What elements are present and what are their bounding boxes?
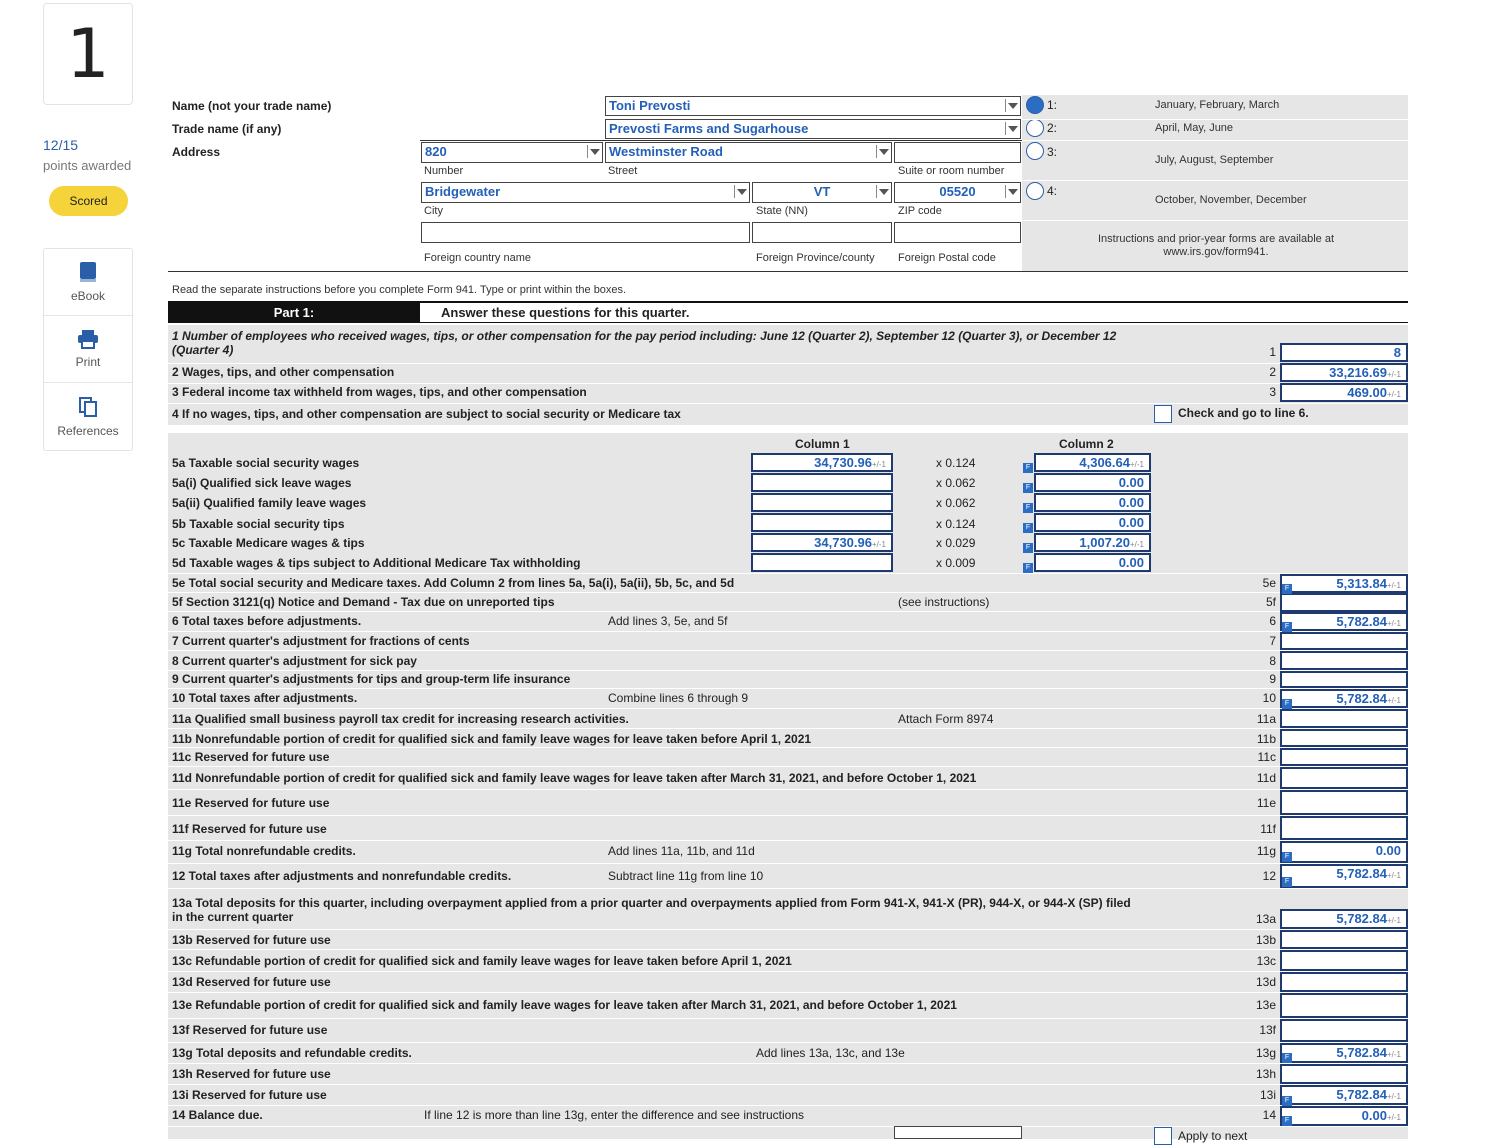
line-5f-label: 5f Section 3121(q) Notice and Demand - Tax due on unreported tips [172, 595, 555, 609]
line-5b-col1-input[interactable] [751, 513, 893, 532]
line-5c-col1-input[interactable]: 34,730.96+/-1 [751, 533, 893, 552]
column-1-header: Column 1 [795, 437, 850, 451]
line-number: 13d [1255, 975, 1276, 989]
line-5a-multiplier: x 0.124 [936, 456, 976, 470]
line-11g-note: Add lines 11a, 11b, and 11d [608, 844, 755, 858]
line-number: 1 [1269, 345, 1276, 359]
city-select[interactable]: Bridgewater [421, 182, 750, 203]
foreign-country-input[interactable] [421, 222, 750, 243]
line-1-label: 1 Number of employees who received wages, tips, or other compensation for the pay period including: June 12 (Quarter 2), September 12 (Quarter 3), or December 12 [172, 329, 1117, 343]
line-13g-label: 13g Total deposits and refundable credits. [172, 1046, 412, 1060]
quarter-1-radio[interactable] [1026, 96, 1044, 114]
line-5b-col2-input[interactable]: 0.00 [1034, 513, 1151, 532]
line-10-label: 10 Total taxes after adjustments. [172, 691, 358, 705]
line-number: 2 [1269, 365, 1276, 379]
line-11a-label: 11a Qualified small business payroll tax credit for increasing research activities. [172, 712, 629, 726]
line-5e-label: 5e Total social security and Medicare taxes. Add Column 2 from lines 5a, 5a(i), 5a(ii), 5b, 5c, and 5d [172, 576, 735, 590]
chevron-down-icon [587, 145, 601, 158]
divider [1022, 180, 1408, 181]
quarter-2-num: 2: [1047, 121, 1058, 135]
chevron-down-icon [876, 185, 890, 198]
line-6-input[interactable]: 5,782.84+/-1 [1280, 612, 1408, 631]
line-5aii-col1-input[interactable] [751, 493, 893, 512]
line-number: 13e [1255, 998, 1276, 1012]
line-13e-label: 13e Refundable portion of credit for qualified sick and family leave wages for leave taken after March 31, 2021, and before October 1, 2021 [172, 998, 957, 1012]
chevron-down-icon [1005, 99, 1019, 112]
line-5a-col1-input[interactable]: 34,730.96+/-1 [751, 453, 893, 472]
trade-name-select[interactable]: Prevosti Farms and Sugarhouse [605, 119, 1021, 139]
chevron-down-icon [1005, 185, 1019, 198]
instructions-url: www.irs.gov/form941. [1163, 246, 1269, 258]
line-5b-multiplier: x 0.124 [936, 517, 976, 531]
part1-label: Part 1: [168, 303, 420, 322]
divider [420, 140, 1022, 141]
line-11g-input[interactable]: 0.00 [1280, 841, 1408, 863]
line-number: 11d [1256, 771, 1276, 785]
line-11a-input[interactable] [1280, 709, 1408, 728]
line-number: 11c [1257, 750, 1276, 764]
foreign-postal-input[interactable] [894, 222, 1021, 243]
formula-icon[interactable]: F [1282, 1116, 1292, 1126]
line-11e-input[interactable] [1280, 790, 1408, 815]
formula-icon[interactable]: F [1282, 1096, 1292, 1106]
line-5d-multiplier: x 0.009 [936, 556, 976, 570]
formula-icon[interactable]: F [1282, 699, 1292, 709]
part1-header [168, 301, 1408, 323]
line-number: 5e [1262, 576, 1276, 590]
line-5ai-multiplier: x 0.062 [936, 476, 976, 490]
line-number: 13b [1255, 933, 1276, 947]
name-label: Name (not your trade name) [172, 99, 332, 113]
line-13i-input[interactable]: 5,782.84+/-1 [1280, 1085, 1408, 1105]
line-11d-label: 11d Nonrefundable portion of credit for qualified sick and family leave wages for leave taken after March 31, 2021, and before October 1, 2021 [172, 771, 977, 785]
score: 12/15 [43, 137, 79, 153]
line-8-input[interactable] [1280, 651, 1408, 670]
line-number: 13h [1255, 1067, 1276, 1081]
foreign-province-input[interactable] [752, 222, 892, 243]
line-1-label-cont: (Quarter 4) [172, 343, 234, 357]
line-11f-input[interactable] [1280, 816, 1408, 840]
line-3-input[interactable]: 469.00+/-1 [1280, 383, 1408, 402]
part1-title: Answer these questions for this quarter. [441, 305, 690, 320]
line-number: 6 [1269, 614, 1276, 628]
line-5e-input[interactable]: 5,313.84+/-1 [1280, 574, 1408, 593]
quarter-4-radio[interactable] [1026, 182, 1044, 200]
line-number: 8 [1269, 654, 1276, 668]
suite-input[interactable] [894, 142, 1021, 163]
formula-icon[interactable]: F [1023, 463, 1033, 473]
apply-next-label: Apply to next [1178, 1129, 1248, 1143]
line-5f-note: (see instructions) [898, 595, 990, 609]
foreign-province-caption: Foreign Province/county [756, 252, 875, 264]
ebook-label: eBook [70, 289, 106, 303]
line-11c-input[interactable] [1280, 748, 1408, 766]
line-number: 14 [1262, 1108, 1276, 1122]
line-5c-label: 5c Taxable Medicare wages & tips [172, 536, 365, 550]
column-2-header: Column 2 [1059, 437, 1114, 451]
street-select[interactable]: Westminster Road [605, 142, 892, 163]
chevron-down-icon [734, 185, 748, 198]
formula-icon[interactable]: F [1023, 523, 1033, 533]
line-11a-note: Attach Form 8974 [898, 712, 994, 726]
number-caption: Number [424, 165, 464, 177]
line-13a-input[interactable]: 5,782.84+/-1 [1280, 909, 1408, 929]
line-5d-col1-input[interactable] [751, 553, 893, 572]
line-6-note: Add lines 3, 5e, and 5f [608, 614, 728, 628]
line-5a-col2-input[interactable]: 4,306.64+/-1 [1034, 453, 1151, 472]
line-9-label: 9 Current quarter's adjustments for tips and group-term life insurance [172, 672, 571, 686]
line-13i-label: 13i Reserved for future use [172, 1088, 327, 1102]
foreign-postal-caption: Foreign Postal code [898, 252, 996, 264]
zip-select[interactable]: 05520 [894, 182, 1021, 203]
divider [1022, 140, 1408, 141]
line-5c-col2-input[interactable]: 1,007.20+/-1 [1034, 533, 1151, 552]
line-number: 11g [1256, 844, 1276, 858]
question-number: 1 [66, 14, 110, 94]
quarter-1-label: January, February, March [1155, 99, 1280, 111]
line-5d-label: 5d Taxable wages & tips subject to Additional Medicare Tax withholding [172, 556, 581, 570]
line-number: 13a [1255, 912, 1276, 926]
line-5a-label: 5a Taxable social security wages [172, 456, 360, 470]
line-number: 13g [1255, 1046, 1276, 1060]
quarter-2-label: April, May, June [1155, 122, 1234, 134]
line-5d-col2-input[interactable]: 0.00 [1034, 553, 1151, 572]
instructions-note: Instructions and prior-year forms are available at [1098, 233, 1334, 245]
formula-icon[interactable]: F [1282, 877, 1292, 887]
line-13c-input[interactable] [1280, 950, 1408, 971]
formula-icon[interactable]: F [1282, 1053, 1292, 1063]
line-5b-label: 5b Taxable social security tips [172, 517, 345, 531]
name-select[interactable]: Toni Prevosti [605, 96, 1021, 116]
line-5aii-label: 5a(ii) Qualified family leave wages [172, 496, 367, 510]
line-number: 3 [1269, 385, 1276, 399]
line-12-label: 12 Total taxes after adjustments and nonrefundable credits. [172, 869, 512, 883]
quarter-2-radio[interactable] [1026, 119, 1044, 137]
line-number: 12 [1262, 869, 1276, 883]
line-13e-input[interactable] [1280, 993, 1408, 1018]
line-2-label: 2 Wages, tips, and other compensation [172, 365, 395, 379]
line-3-label: 3 Federal income tax withheld from wages, tips, and other compensation [172, 385, 587, 399]
quarter-3-label: July, August, September [1155, 154, 1274, 166]
quarter-3-num: 3: [1047, 145, 1058, 159]
line-5c-multiplier: x 0.029 [936, 536, 976, 550]
line-5ai-col2-input[interactable]: 0.00 [1034, 473, 1151, 492]
chevron-down-icon [1005, 122, 1019, 135]
line-13d-input[interactable] [1280, 972, 1408, 992]
line-9-input[interactable] [1280, 671, 1408, 688]
line-14-note: If line 12 is more than line 13g, enter the difference and see instructions [424, 1108, 805, 1122]
line-4-label: 4 If no wages, tips, and other compensation are subject to social security or Medicare tax [172, 407, 681, 421]
trade-label: Trade name (if any) [172, 122, 282, 136]
line-5aii-col2-input[interactable]: 0.00 [1034, 493, 1151, 512]
line-11b-label: 11b Nonrefundable portion of credit for qualified sick and family leave wages for leave taken before April 1, 2021 [172, 732, 812, 746]
line-5aii-multiplier: x 0.062 [936, 496, 976, 510]
quarter-3-radio[interactable] [1026, 142, 1044, 160]
line-1-input[interactable]: 8 [1280, 343, 1408, 362]
line-number: 11b [1256, 732, 1276, 746]
line-number: 11f [1260, 822, 1276, 836]
line-number: 10 [1262, 691, 1276, 705]
line-number: 5f [1265, 595, 1276, 609]
formula-icon[interactable]: F [1282, 622, 1292, 632]
line-2-input[interactable]: 33,216.69+/-1 [1280, 363, 1408, 382]
line-11d-input[interactable] [1280, 767, 1408, 789]
line-13f-label: 13f Reserved for future use [172, 1023, 328, 1037]
line-13a-label: 13a Total deposits for this quarter, including overpayment applied from a prior quarter and overpayments applied from Form 941-X, 941-X (PR), 944-X, or 944-X (SP) filed [172, 896, 1131, 910]
line-13d-label: 13d Reserved for future use [172, 975, 331, 989]
line-7-label: 7 Current quarter's adjustment for fractions of cents [172, 634, 470, 648]
line-14-extra-input[interactable] [894, 1126, 1022, 1139]
line-number: 11a [1256, 712, 1276, 726]
street-caption: Street [608, 165, 638, 177]
status-badge: Scored [49, 186, 128, 216]
line-5f-input[interactable] [1280, 593, 1408, 612]
line-11f-label: 11f Reserved for future use [172, 822, 327, 836]
foreign-country-caption: Foreign country name [424, 252, 531, 264]
line-14-label: 14 Balance due. [172, 1108, 263, 1122]
line-11b-input[interactable] [1280, 729, 1408, 747]
line-13f-input[interactable] [1280, 1019, 1408, 1042]
divider [1022, 220, 1408, 221]
line-13b-label: 13b Reserved for future use [172, 933, 331, 947]
formula-icon[interactable]: F [1023, 543, 1033, 553]
line-13h-label: 13h Reserved for future use [172, 1067, 331, 1081]
state-select[interactable]: VT [752, 182, 892, 203]
line-6-label: 6 Total taxes before adjustments. [172, 614, 362, 628]
line-13c-label: 13c Refundable portion of credit for qualified sick and family leave wages for leave taken before April 1, 2021 [172, 954, 792, 968]
line-number: 13c [1256, 954, 1276, 968]
line-8-label: 8 Current quarter's adjustment for sick pay [172, 654, 417, 668]
line-number: 13i [1259, 1088, 1276, 1102]
line-13a-label-cont: in the current quarter [172, 910, 294, 924]
line-13b-input[interactable] [1280, 930, 1408, 949]
apply-next-checkbox[interactable] [1154, 1127, 1172, 1145]
line-4-checkbox[interactable] [1154, 405, 1172, 423]
line-number: 9 [1269, 672, 1276, 686]
divider [1022, 119, 1408, 120]
zip-caption: ZIP code [898, 205, 942, 217]
state-caption: State (NN) [756, 205, 808, 217]
formula-icon[interactable]: F [1023, 503, 1033, 513]
print-label: Print [75, 355, 101, 369]
line-13g-input[interactable]: 5,782.84+/-1 [1280, 1043, 1408, 1063]
divider [168, 271, 1408, 272]
references-label: References [57, 423, 119, 438]
quarter-4-num: 4: [1047, 184, 1058, 198]
address-label: Address [172, 145, 221, 159]
line-11c-label: 11c Reserved for future use [172, 750, 330, 764]
line-10-note: Combine lines 6 through 9 [608, 691, 749, 705]
score-caption: points awarded [43, 158, 132, 173]
line-12-note: Subtract line 11g from line 10 [608, 869, 764, 883]
suite-caption: Suite or room number [898, 165, 1005, 177]
formula-icon[interactable]: F [1282, 852, 1292, 862]
line-11e-label: 11e Reserved for future use [172, 796, 330, 810]
quarter-4-label: October, November, December [1155, 194, 1307, 206]
line-number: 7 [1269, 634, 1276, 648]
line-5ai-col1-input[interactable] [751, 473, 893, 492]
line-5ai-label: 5a(i) Qualified sick leave wages [172, 476, 352, 490]
quarter-1-num: 1: [1047, 98, 1058, 112]
line-13h-input[interactable] [1280, 1064, 1408, 1084]
formula-icon[interactable]: F [1282, 584, 1292, 594]
line-4-check-text: Check and go to line 6. [1178, 406, 1309, 420]
chevron-down-icon [876, 145, 890, 158]
street-number-select[interactable]: 820 [421, 142, 603, 163]
line-7-input[interactable] [1280, 632, 1408, 650]
line-number: 11e [1256, 796, 1276, 810]
line-13g-note: Add lines 13a, 13c, and 13e [756, 1046, 905, 1060]
formula-icon[interactable]: F [1023, 563, 1033, 573]
line-number: 13f [1259, 1023, 1276, 1037]
line-14-input[interactable]: 0.00+/-1 [1280, 1106, 1408, 1126]
line-10-input[interactable]: 5,782.84+/-1 [1280, 689, 1408, 708]
line-12-input[interactable]: 5,782.84+/-1 [1280, 864, 1408, 888]
formula-icon[interactable]: F [1023, 483, 1033, 493]
line-11g-label: 11g Total nonrefundable credits. [172, 844, 356, 858]
read-note: Read the separate instructions before you complete Form 941. Type or print within the boxes. [172, 284, 627, 296]
city-caption: City [424, 205, 443, 217]
